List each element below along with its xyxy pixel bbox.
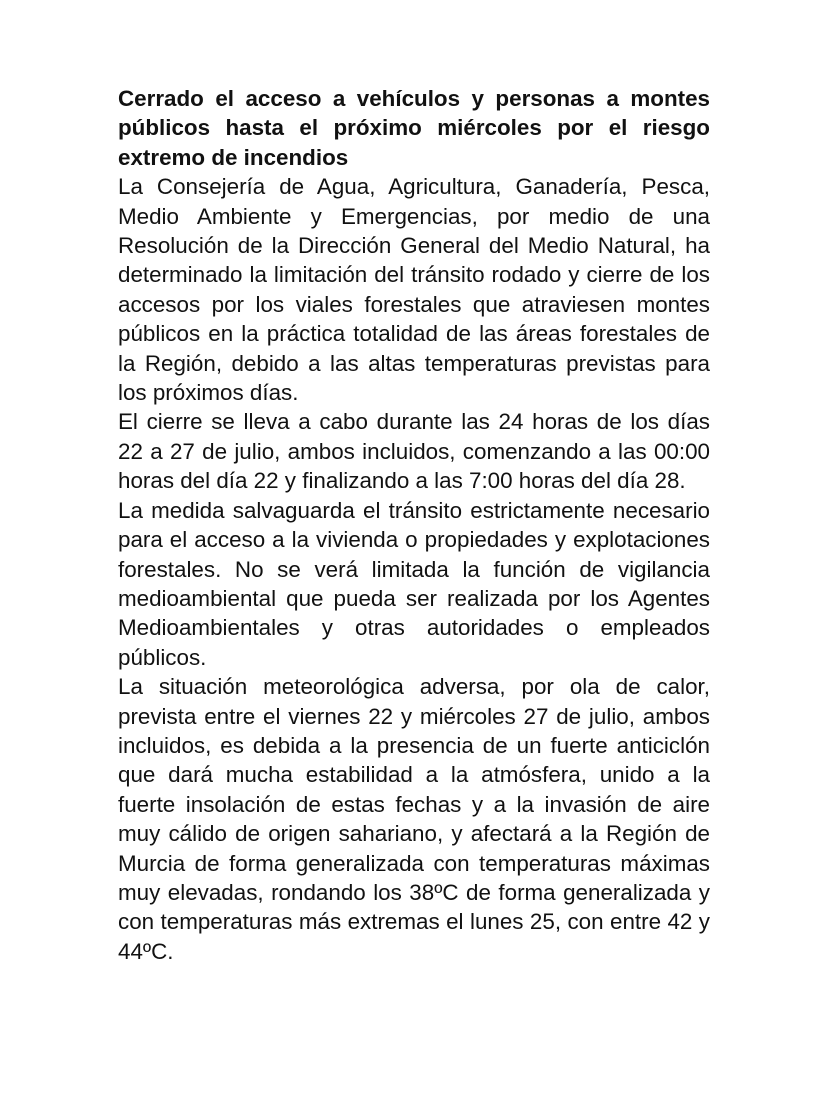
paragraph-3: La medida salvaguarda el tránsito estrictamente necesario para el acceso a la vivienda o propiedades y explotaciones forestales. No se verá limitada la función de vigilancia medioambiental que pueda ser realizada por los Agentes Medioambientales y otras autoridades o empleados públicos. bbox=[118, 497, 710, 670]
paragraph-4: La situación meteorológica adversa, por ola de calor, prevista entre el viernes 22 y miércoles 27 de julio, ambos incluidos, es debida a la presencia de un fuerte anticiclón que dará mucha estabilidad a la atmósfera, unido a la fuerte insolación de estas fechas y a la invasión de aire muy cálido de origen sahariano, y afectará a la Región de Murcia de forma generalizada con temperaturas máximas muy elevadas, rondando los 38ºC de forma generalizada y con temperaturas más extremas el lunes 25, con entre 42 y 44ºC. bbox=[118, 674, 710, 964]
paragraph-1: La Consejería de Agua, Agricultura, Ganadería, Pesca, Medio Ambiente y Emergencias, por medio de una Resolución de la Dirección General del Medio Natural, ha determinado la limitación del tránsito rodado y cierre de los accesos por los viales forestales que atraviesen montes públicos en la práctica totalidad de las áreas forestales de la Región, debido a las altas temperaturas previstas para los próximos días. bbox=[118, 174, 710, 406]
paragraph-2: El cierre se lleva a cabo durante las 24 horas de los días 22 a 27 de julio, ambos incluidos, comenzando a las 00:00 horas del día 22 y finalizando a las 7:00 horas del día 28. bbox=[118, 409, 710, 494]
document-page bbox=[118, 84, 710, 966]
document-title: Cerrado el acceso a vehículos y personas a montes públicos hasta el próximo miércoles por el riesgo extremo de incendios bbox=[118, 86, 710, 170]
